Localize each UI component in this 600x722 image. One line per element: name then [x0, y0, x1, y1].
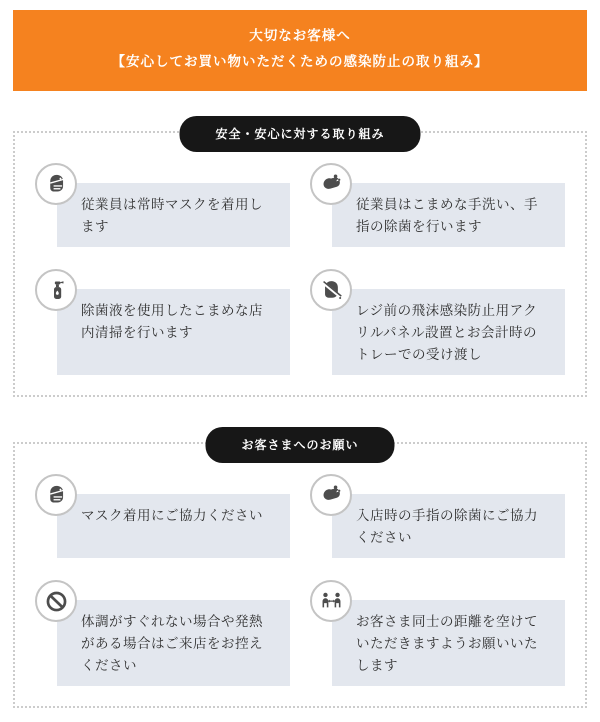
- item-text-box: 入店時の手指の除菌にご協力ください: [332, 494, 565, 558]
- list-item: [35, 269, 290, 375]
- hand-wash-icon: [310, 163, 352, 205]
- section-title-pill: お客さまへのお願い: [205, 427, 394, 463]
- list-item: [310, 269, 565, 375]
- hand-wash-icon: [310, 474, 352, 516]
- list-item: [310, 580, 565, 686]
- item-text-box: お客さま同士の距離を空けていただきますようお願いいたします: [332, 600, 565, 686]
- items-grid: [35, 163, 565, 375]
- page: [0, 10, 600, 722]
- items-grid: [35, 474, 565, 686]
- mask-face-icon: [35, 474, 77, 516]
- item-text-box: 除菌液を使用したこまめな店内清掃を行います: [57, 289, 290, 375]
- list-item: [35, 163, 290, 247]
- notice-banner: [13, 10, 587, 91]
- mask-face-icon: [35, 163, 77, 205]
- item-text-box: 従業員はこまめな手洗い、手指の除菌を行います: [332, 183, 565, 247]
- list-item: [310, 163, 565, 247]
- banner-subtitle: 【安心してお買い物いただくための感染防止の取り組み】: [111, 54, 489, 69]
- list-item: [310, 474, 565, 558]
- prohibition-icon: [35, 580, 77, 622]
- social-distance-icon: [310, 580, 352, 622]
- item-text-box: 体調がすぐれない場合や発熱がある場合はご来店をお控えください: [57, 600, 290, 686]
- list-item: [35, 474, 290, 558]
- item-text-box: レジ前の飛沫感染防止用アクリルパネル設置とお会計時のトレーでの受け渡し: [332, 289, 565, 375]
- list-item: [35, 580, 290, 686]
- item-text-box: 従業員は常時マスクを着用します: [57, 183, 290, 247]
- spray-bottle-icon: [35, 269, 77, 311]
- section-customer-requests: [13, 438, 587, 708]
- section-safety-measures: [13, 127, 587, 397]
- item-text-box: マスク着用にご協力ください: [57, 494, 290, 558]
- droplet-guard-icon: [310, 269, 352, 311]
- banner-title: 大切なお客様へ: [249, 28, 351, 43]
- section-title-pill: 安全・安心に対する取り組み: [179, 116, 420, 152]
